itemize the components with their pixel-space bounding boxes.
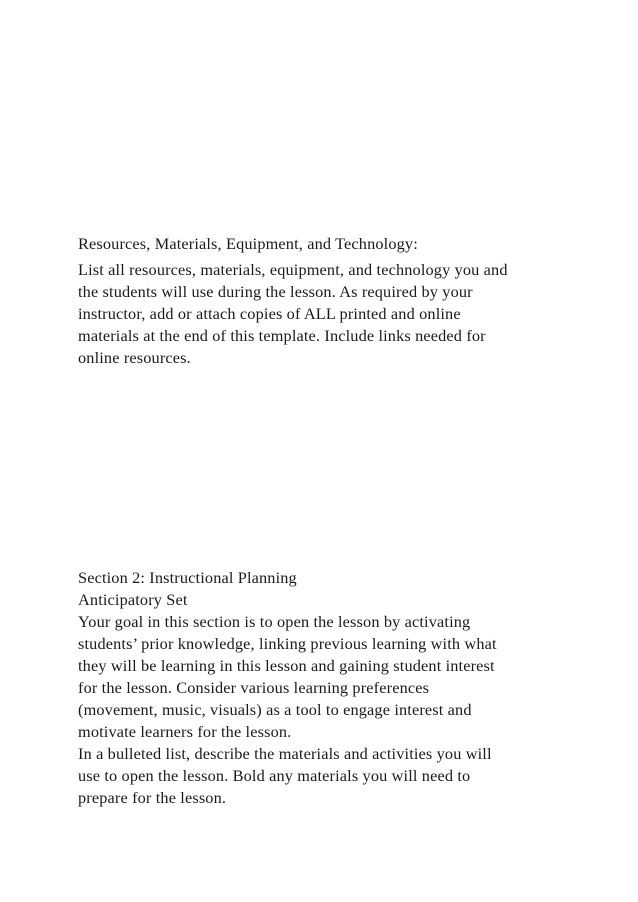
section-2-text-line: students’ prior knowledge, linking previous learning with what (78, 634, 497, 653)
section-2-text-line: motivate learners for the lesson. (78, 722, 292, 741)
resources-text-line: instructor, add or attach copies of ALL printed and online (78, 304, 461, 323)
resources-heading: Resources, Materials, Equipment, and Technology: (78, 234, 418, 253)
section-2-heading: Section 2: Instructional Planning (78, 568, 297, 587)
resources-text-line: online resources. (78, 348, 191, 367)
section-2-text-line: they will be learning in this lesson and gaining student interest (78, 656, 495, 675)
anticipatory-set-heading: Anticipatory Set (78, 590, 188, 609)
resources-text-line: List all resources, materials, equipment, and technology you and (78, 260, 508, 279)
resources-text-line: materials at the end of this template. Include links needed for (78, 326, 486, 345)
resources-text-line: the students will use during the lesson. As required by your (78, 282, 473, 301)
section-2-text-line: use to open the lesson. Bold any materials you will need to (78, 766, 471, 785)
section-2-text-line: prepare for the lesson. (78, 788, 227, 807)
section-2-text-line: for the lesson. Consider various learning preferences (78, 678, 430, 697)
section-2-text-line: (movement, music, visuals) as a tool to engage interest and (78, 700, 472, 719)
section-2-text-line: In a bulleted list, describe the materials and activities you will (78, 744, 492, 763)
section-2-text-line: Your goal in this section is to open the lesson by activating (78, 612, 471, 631)
